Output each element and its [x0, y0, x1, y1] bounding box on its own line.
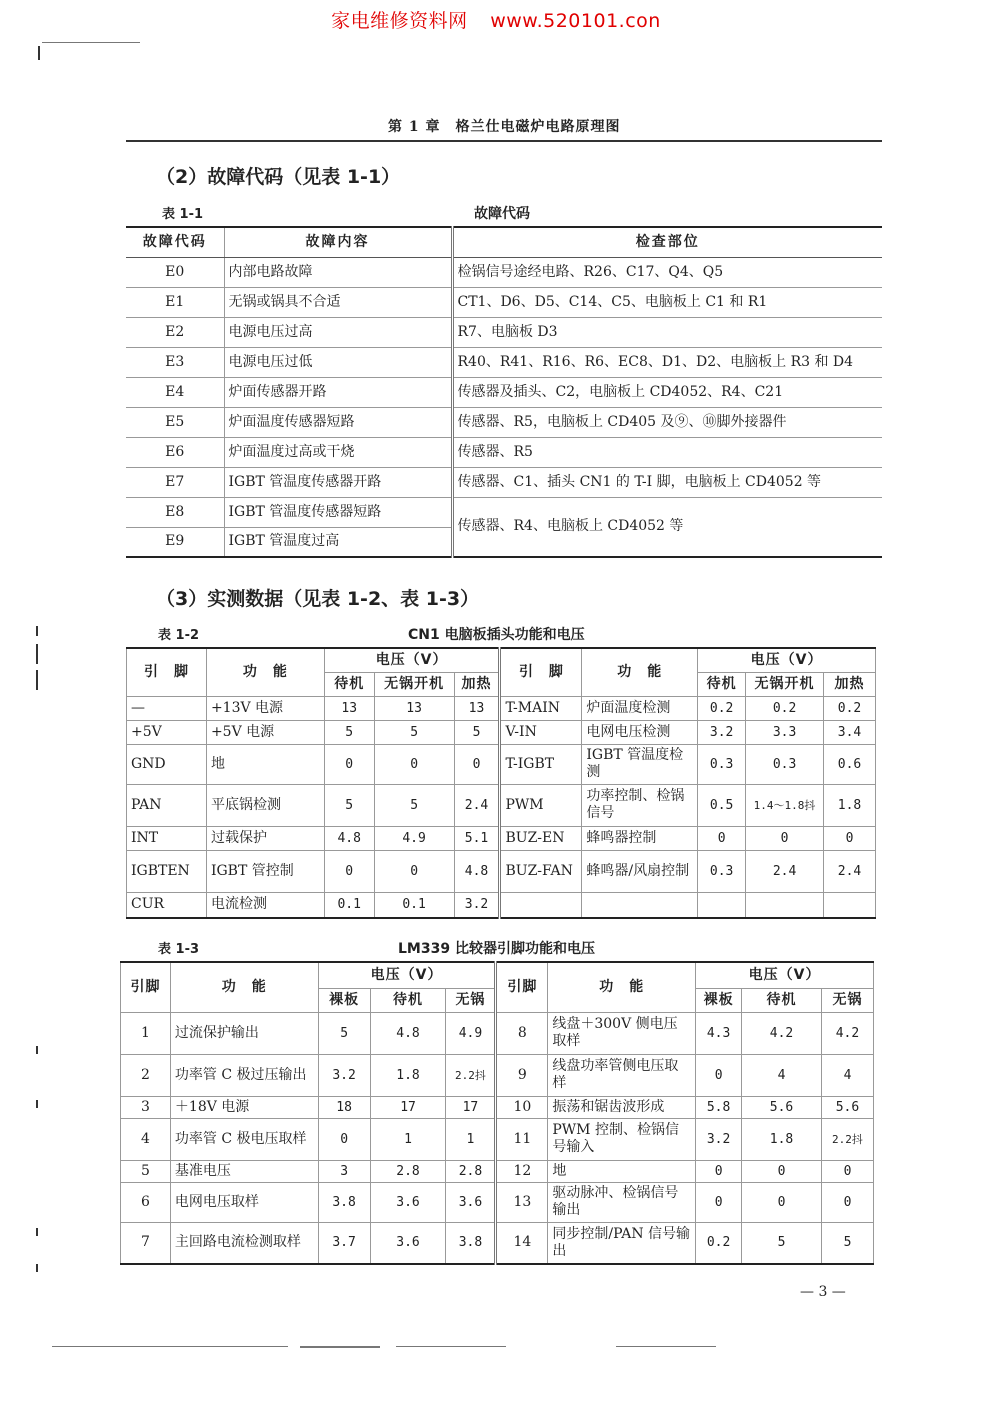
voltage-value: 1.8 — [823, 784, 875, 826]
voltage-value: 0.3 — [698, 744, 746, 784]
voltage-value: 4.8 — [324, 826, 374, 850]
voltage-value: 4.2 — [742, 1012, 822, 1054]
fault-code: E4 — [126, 377, 224, 407]
pin: BUZ-EN — [500, 826, 582, 850]
voltage-value — [823, 892, 875, 918]
table-row — [127, 892, 876, 918]
voltage-value: 3.2 — [696, 1118, 742, 1160]
table-row — [127, 850, 876, 892]
header-function: 功 能 — [170, 962, 318, 1012]
fault-code: E5 — [126, 407, 224, 437]
fault-content: 炉面传感器开路 — [224, 377, 452, 407]
voltage-value: 0.2 — [698, 696, 746, 720]
scan-mark-bottom-4 — [616, 1346, 716, 1347]
voltage-value: 4.3 — [696, 1012, 742, 1054]
voltage-value: 5.8 — [696, 1096, 742, 1118]
voltage-value: 3.2 — [454, 892, 500, 918]
function: 功率控制、检锅信号 — [582, 784, 698, 826]
scan-mark-top — [42, 42, 140, 43]
fault-content: 内部电路故障 — [224, 257, 452, 287]
header-pin-right: 引 脚 — [500, 648, 582, 696]
voltage-value: 1.8 — [742, 1118, 822, 1160]
pin: — — [127, 696, 207, 720]
pin: CUR — [127, 892, 207, 918]
header-standby-right: 待机 — [698, 672, 746, 696]
pin: +5V — [127, 720, 207, 744]
function: 地 — [548, 1160, 696, 1182]
function: 振荡和锯齿波形成 — [548, 1096, 696, 1118]
fault-content: 炉面温度过高或干烧 — [224, 437, 452, 467]
voltage-value: 3.8 — [446, 1222, 496, 1264]
voltage-value: 0 — [454, 744, 500, 784]
watermark-site-name: 家电维修资料网 — [331, 10, 468, 32]
voltage-value: 1.4～1.8抖 — [746, 784, 824, 826]
voltage-value: 2.8 — [446, 1160, 496, 1182]
pin: 8 — [496, 1012, 548, 1054]
table-row — [126, 497, 882, 527]
voltage-value: 3 — [318, 1160, 370, 1182]
function: 电网电压取样 — [170, 1182, 318, 1222]
fault-code: E3 — [126, 347, 224, 377]
table-row — [126, 257, 882, 287]
function: 基准电压 — [170, 1160, 318, 1182]
voltage-value: 2.4 — [746, 850, 824, 892]
pin: BUZ-FAN — [500, 850, 582, 892]
voltage-value: 17 — [446, 1096, 496, 1118]
voltage-value: 5 — [318, 1012, 370, 1054]
voltage-value: 0 — [374, 744, 454, 784]
check-parts: CT1、D6、D5、C14、C5、电脑板上 C1 和 R1 — [452, 287, 882, 317]
voltage-value: 5 — [324, 784, 374, 826]
voltage-value: 5.6 — [821, 1096, 873, 1118]
scan-mark-left-4 — [36, 670, 38, 690]
table2-label: 表 1-2 — [158, 628, 200, 643]
header-bare-board-right: 裸板 — [696, 988, 742, 1012]
table-row — [126, 317, 882, 347]
voltage-value: 1 — [370, 1118, 446, 1160]
function: +13V 电源 — [206, 696, 324, 720]
voltage-value: 1 — [446, 1118, 496, 1160]
voltage-value: 4.8 — [370, 1012, 446, 1054]
fault-code: E1 — [126, 287, 224, 317]
function: ＋18V 电源 — [170, 1096, 318, 1118]
function: 功率管 C 极电压取样 — [170, 1118, 318, 1160]
table-header-row — [126, 227, 882, 257]
scan-mark-bottom-2 — [300, 1346, 380, 1348]
lm339-pin-voltage-table — [120, 961, 874, 1265]
fault-content: 电源电压过高 — [224, 317, 452, 347]
header-function: 功 能 — [206, 648, 324, 696]
header-pin-right: 引脚 — [496, 962, 548, 1012]
voltage-value: 18 — [318, 1096, 370, 1118]
voltage-value: 5 — [454, 720, 500, 744]
function — [582, 892, 698, 918]
function: 蜂鸣器控制 — [582, 826, 698, 850]
table-row — [126, 467, 882, 497]
function: 过载保护 — [206, 826, 324, 850]
pin: 7 — [121, 1222, 171, 1264]
voltage-value: 17 — [370, 1096, 446, 1118]
check-parts: 传感器及插头、C2，电脑板上 CD4052、R4、C21 — [452, 377, 882, 407]
pin: INT — [127, 826, 207, 850]
pin: 14 — [496, 1222, 548, 1264]
table-row — [127, 696, 876, 720]
scan-mark-bottom-1 — [52, 1346, 288, 1347]
voltage-value: 4.9 — [446, 1012, 496, 1054]
voltage-value: 0 — [696, 1182, 742, 1222]
voltage-value: 4 — [821, 1054, 873, 1096]
pin: IGBTEN — [127, 850, 207, 892]
header-pin: 引 脚 — [127, 648, 207, 696]
pin: V-IN — [500, 720, 582, 744]
voltage-value: 5 — [374, 784, 454, 826]
pin: 9 — [496, 1054, 548, 1096]
scan-mark-left-7 — [36, 1228, 38, 1236]
function: PWM 控制、检锅信号输入 — [548, 1118, 696, 1160]
header-fault-content: 故障内容 — [224, 227, 452, 257]
header-pin: 引脚 — [121, 962, 171, 1012]
fault-code: E2 — [126, 317, 224, 347]
fault-content: 电源电压过低 — [224, 347, 452, 377]
scan-mark-left-6 — [36, 1100, 38, 1108]
voltage-value: 13 — [454, 696, 500, 720]
chapter-header: 第 1 章 格兰仕电磁炉电路原理图 — [388, 119, 621, 135]
voltage-value: 0 — [696, 1054, 742, 1096]
pin: 6 — [121, 1182, 171, 1222]
header-voltage-right: 电压（V） — [698, 648, 876, 672]
table-header-row — [127, 648, 876, 672]
pin: GND — [127, 744, 207, 784]
table-row — [121, 1096, 874, 1118]
voltage-value: 3.8 — [318, 1182, 370, 1222]
table-row — [127, 784, 876, 826]
function: 线盘＋300V 侧电压取样 — [548, 1012, 696, 1054]
pin: T-IGBT — [500, 744, 582, 784]
voltage-value: 2.2抖 — [446, 1054, 496, 1096]
header-no-pan-right: 无锅 — [821, 988, 873, 1012]
scan-mark-bottom-3 — [396, 1346, 506, 1347]
voltage-value: 0.1 — [324, 892, 374, 918]
voltage-value: 3.2 — [318, 1054, 370, 1096]
header-rule — [126, 140, 882, 142]
table-row — [126, 347, 882, 377]
pin: 13 — [496, 1182, 548, 1222]
header-voltage: 电压（V） — [324, 648, 500, 672]
fault-content: 无锅或锅具不合适 — [224, 287, 452, 317]
header-no-pan: 无锅 — [446, 988, 496, 1012]
voltage-value: 0.3 — [746, 744, 824, 784]
scan-mark-left-8 — [36, 1264, 38, 1272]
watermark — [0, 6, 992, 33]
voltage-value: 3.4 — [823, 720, 875, 744]
voltage-value: 0.5 — [698, 784, 746, 826]
voltage-value: 3.6 — [370, 1182, 446, 1222]
table-row — [121, 1054, 874, 1096]
fault-content: 炉面温度传感器短路 — [224, 407, 452, 437]
voltage-value: 13 — [374, 696, 454, 720]
fault-code: E9 — [126, 527, 224, 557]
function: IGBT 管温度检测 — [582, 744, 698, 784]
voltage-value: 0.2 — [696, 1222, 742, 1264]
scan-mark-left-5 — [36, 1046, 38, 1054]
header-fault-code: 故障代码 — [126, 227, 224, 257]
pin: PWM — [500, 784, 582, 826]
voltage-value: 0.2 — [823, 696, 875, 720]
watermark-url: www.520101.con — [490, 10, 661, 32]
header-no-pan-on-right: 无锅开机 — [746, 672, 824, 696]
header-standby-right: 待机 — [742, 988, 822, 1012]
table-row — [121, 1012, 874, 1054]
table1-label: 表 1-1 — [162, 207, 204, 222]
function: 电网电压检测 — [582, 720, 698, 744]
voltage-value: 0 — [823, 826, 875, 850]
voltage-value: 4.8 — [454, 850, 500, 892]
pin — [500, 892, 582, 918]
function: 平底锅检测 — [206, 784, 324, 826]
pin: 2 — [121, 1054, 171, 1096]
voltage-value: 0 — [374, 850, 454, 892]
section-heading-fault-codes: （2）故障代码（见表 1-1） — [156, 166, 401, 188]
function: 功率管 C 极过压输出 — [170, 1054, 318, 1096]
voltage-value: 2.8 — [370, 1160, 446, 1182]
function: 过流保护输出 — [170, 1012, 318, 1054]
header-voltage-right: 电压（V） — [696, 962, 874, 988]
table-row — [127, 720, 876, 744]
pin: 5 — [121, 1160, 171, 1182]
function: 地 — [206, 744, 324, 784]
voltage-value: 0 — [821, 1182, 873, 1222]
voltage-value — [746, 892, 824, 918]
voltage-value — [698, 892, 746, 918]
pin: 12 — [496, 1160, 548, 1182]
voltage-value: 2.4 — [823, 850, 875, 892]
voltage-value: 0 — [742, 1160, 822, 1182]
header-function-right: 功 能 — [582, 648, 698, 696]
function: IGBT 管控制 — [206, 850, 324, 892]
function: 线盘功率管侧电压取样 — [548, 1054, 696, 1096]
header-heating: 加热 — [454, 672, 500, 696]
function: 驱动脉冲、检锅信号输出 — [548, 1182, 696, 1222]
voltage-value: 4 — [742, 1054, 822, 1096]
table-row — [126, 407, 882, 437]
header-standby: 待机 — [324, 672, 374, 696]
voltage-value: 0 — [324, 850, 374, 892]
section-heading-measured-data: （3）实测数据（见表 1-2、表 1-3） — [156, 588, 480, 610]
pin: 11 — [496, 1118, 548, 1160]
voltage-value: 0 — [318, 1118, 370, 1160]
table-header-row — [121, 962, 874, 988]
table-row — [127, 744, 876, 784]
check-parts: 传感器、R4、电脑板上 CD4052 等 — [452, 497, 882, 557]
voltage-value: 3.2 — [698, 720, 746, 744]
voltage-value: 3.3 — [746, 720, 824, 744]
voltage-value: 0 — [821, 1160, 873, 1182]
voltage-value: 0 — [698, 826, 746, 850]
function: 电流检测 — [206, 892, 324, 918]
voltage-value: 13 — [324, 696, 374, 720]
pin: T-MAIN — [500, 696, 582, 720]
voltage-value: 5 — [324, 720, 374, 744]
voltage-value: 4.9 — [374, 826, 454, 850]
voltage-value: 2.4 — [454, 784, 500, 826]
table2-caption: CN1 电脑板插头功能和电压 — [408, 627, 585, 643]
voltage-value: 5 — [742, 1222, 822, 1264]
function: 蜂鸣器/风扇控制 — [582, 850, 698, 892]
pin: 1 — [121, 1012, 171, 1054]
scan-mark-left-1 — [38, 46, 40, 60]
voltage-value: 0 — [742, 1182, 822, 1222]
table-row — [126, 377, 882, 407]
header-standby: 待机 — [370, 988, 446, 1012]
pin: 4 — [121, 1118, 171, 1160]
check-parts: 传感器、R5 — [452, 437, 882, 467]
pin: PAN — [127, 784, 207, 826]
cn1-pin-voltage-table — [126, 647, 876, 919]
voltage-value: 5.1 — [454, 826, 500, 850]
voltage-value: 0.6 — [823, 744, 875, 784]
table-row — [121, 1118, 874, 1160]
header-check-parts: 检查部位 — [452, 227, 882, 257]
voltage-value: 4.2 — [821, 1012, 873, 1054]
voltage-value: 0.3 — [698, 850, 746, 892]
table1-caption: 故障代码 — [474, 206, 530, 222]
check-parts: R7、电脑板 D3 — [452, 317, 882, 347]
check-parts: 传感器、R5，电脑板上 CD405 及⑨、⑩脚外接器件 — [452, 407, 882, 437]
table-row — [121, 1222, 874, 1264]
fault-code: E6 — [126, 437, 224, 467]
check-parts: 传感器、C1、插头 CN1 的 T-I 脚，电脑板上 CD4052 等 — [452, 467, 882, 497]
fault-content: IGBT 管温度传感器开路 — [224, 467, 452, 497]
table-row — [121, 1182, 874, 1222]
voltage-value: 0 — [324, 744, 374, 784]
function: 主回路电流检测取样 — [170, 1222, 318, 1264]
fault-code-table — [126, 226, 882, 558]
fault-code: E7 — [126, 467, 224, 497]
voltage-value: 0 — [746, 826, 824, 850]
voltage-value: 0.1 — [374, 892, 454, 918]
check-parts: R40、R41、R16、R6、EC8、D1、D2、电脑板上 R3 和 D4 — [452, 347, 882, 377]
voltage-value: 3.6 — [446, 1182, 496, 1222]
scan-mark-left-2 — [36, 626, 38, 636]
page-number: — 3 — — [800, 1284, 846, 1300]
function: 同步控制/PAN 信号输出 — [548, 1222, 696, 1264]
voltage-value: 0.2 — [746, 696, 824, 720]
table-row — [127, 826, 876, 850]
voltage-value: 3.6 — [370, 1222, 446, 1264]
function: 炉面温度检测 — [582, 696, 698, 720]
voltage-value: 2.2抖 — [821, 1118, 873, 1160]
fault-code: E8 — [126, 497, 224, 527]
table3-caption: LM339 比较器引脚功能和电压 — [398, 941, 595, 957]
fault-content: IGBT 管温度传感器短路 — [224, 497, 452, 527]
voltage-value: 0 — [696, 1160, 742, 1182]
fault-content: IGBT 管温度过高 — [224, 527, 452, 557]
header-function-right: 功 能 — [548, 962, 696, 1012]
voltage-value: 1.8 — [370, 1054, 446, 1096]
check-parts: 检锅信号途经电路、R26、C17、Q4、Q5 — [452, 257, 882, 287]
voltage-value: 5.6 — [742, 1096, 822, 1118]
scan-mark-left-3 — [36, 644, 38, 664]
header-voltage: 电压（V） — [318, 962, 496, 988]
fault-code: E0 — [126, 257, 224, 287]
voltage-value: 5 — [374, 720, 454, 744]
table-row — [126, 287, 882, 317]
voltage-value: 5 — [821, 1222, 873, 1264]
header-bare-board: 裸板 — [318, 988, 370, 1012]
header-no-pan-on: 无锅开机 — [374, 672, 454, 696]
pin: 3 — [121, 1096, 171, 1118]
table-row — [126, 437, 882, 467]
pin: 10 — [496, 1096, 548, 1118]
voltage-value: 3.7 — [318, 1222, 370, 1264]
table-row — [121, 1160, 874, 1182]
header-heating-right: 加热 — [823, 672, 875, 696]
table3-label: 表 1-3 — [158, 942, 200, 957]
function: +5V 电源 — [206, 720, 324, 744]
